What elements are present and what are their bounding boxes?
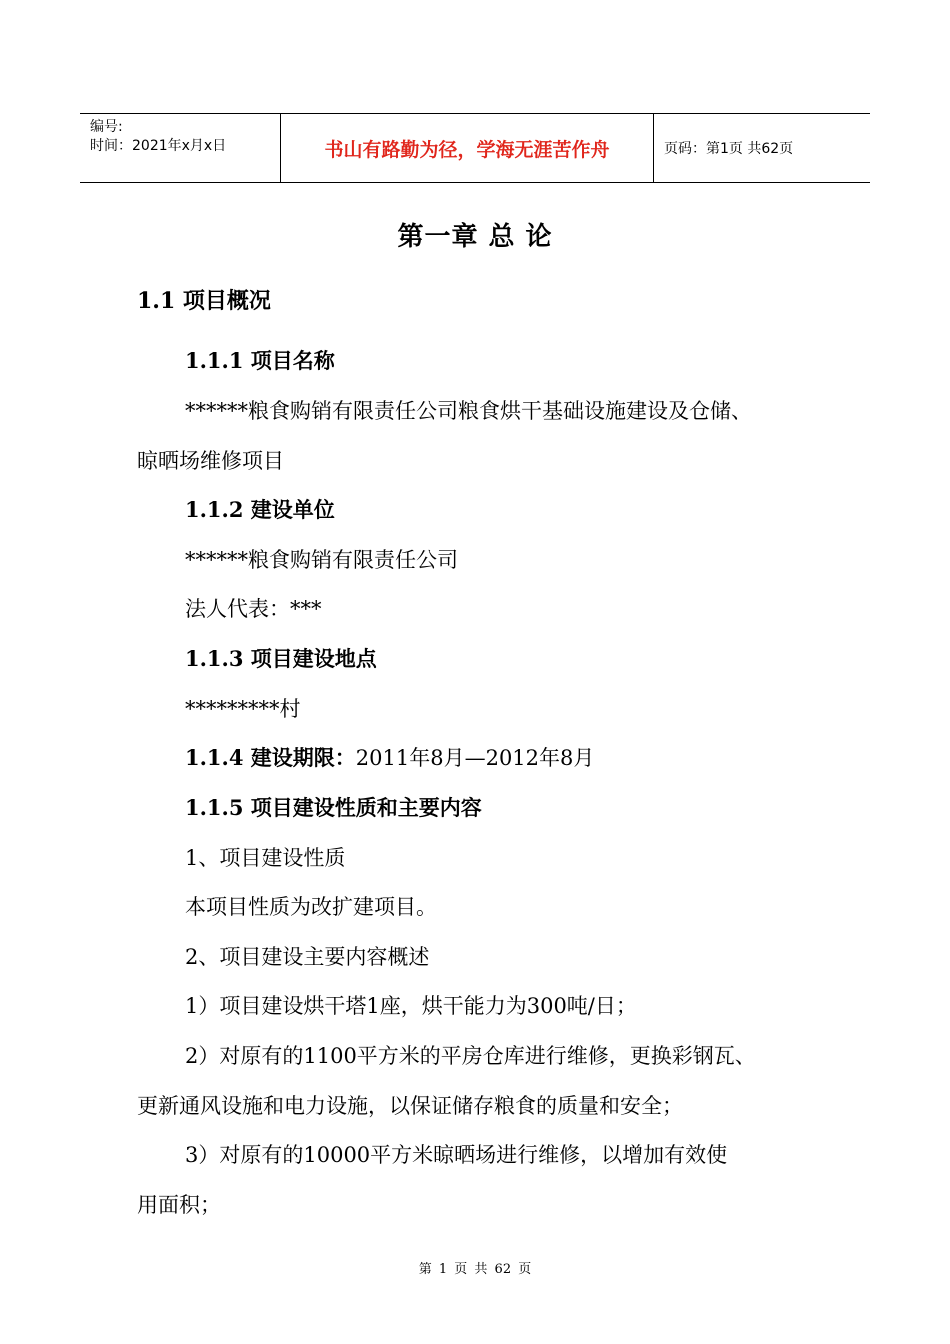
section-heading: 1.1 项目概况 [137,288,271,314]
paragraph-text: ******粮食购销有限责任公司粮食烘干基础设施建设及仓储、 [185,399,752,423]
term-line [185,742,594,772]
paragraph-text: ******粮食购销有限责任公司 [185,548,458,572]
list-heading: 1、项目建设性质 [185,846,346,870]
paragraph-text: 晾晒场维修项目 [137,449,284,473]
document-header [80,113,870,183]
subsection-heading: 1.1.5 项目建设性质和主要内容 [185,795,482,820]
term-value: 2011年8月—2012年8月 [355,746,595,770]
header-meta [80,114,281,182]
subsection-heading: 1.1.1 项目名称 [185,348,335,373]
paragraph-text: 法人代表：*** [185,597,322,621]
subsection-heading: 1.1.3 项目建设地点 [185,646,377,671]
list-item-continued: 用面积； [137,1193,221,1217]
page-footer: 第 1 页 共 62 页 [418,1262,532,1277]
list-heading: 2、项目建设主要内容概述 [185,945,430,969]
number-label: 编号: [90,119,123,135]
list-item: 2）对原有的1100平方米的平房仓库进行维修，更换彩钢瓦、 [185,1044,756,1068]
paragraph-text: *********村 [185,697,301,721]
list-item: 3）对原有的10000平方米晾晒场进行维修，以增加有效使 [185,1143,728,1167]
header-page-label: 页码：第1页 共62页 [664,141,794,157]
subsection-heading: 1.1.4 建设期限： [185,745,356,770]
subsection-heading: 1.1.2 建设单位 [185,497,335,522]
paragraph-text: 本项目性质为改扩建项目。 [185,895,437,919]
list-item: 1）项目建设烘干塔1座，烘干能力为300吨/日； [185,994,637,1018]
header-motto: 书山有路勤为径，学海无涯苦作舟 [281,114,654,182]
time-label: 时间：2021年x月x日 [90,138,227,154]
list-item-continued: 更新通风设施和电力设施，以保证储存粮食的质量和安全； [137,1094,683,1118]
chapter-title: 第一章 总 论 [397,222,553,252]
